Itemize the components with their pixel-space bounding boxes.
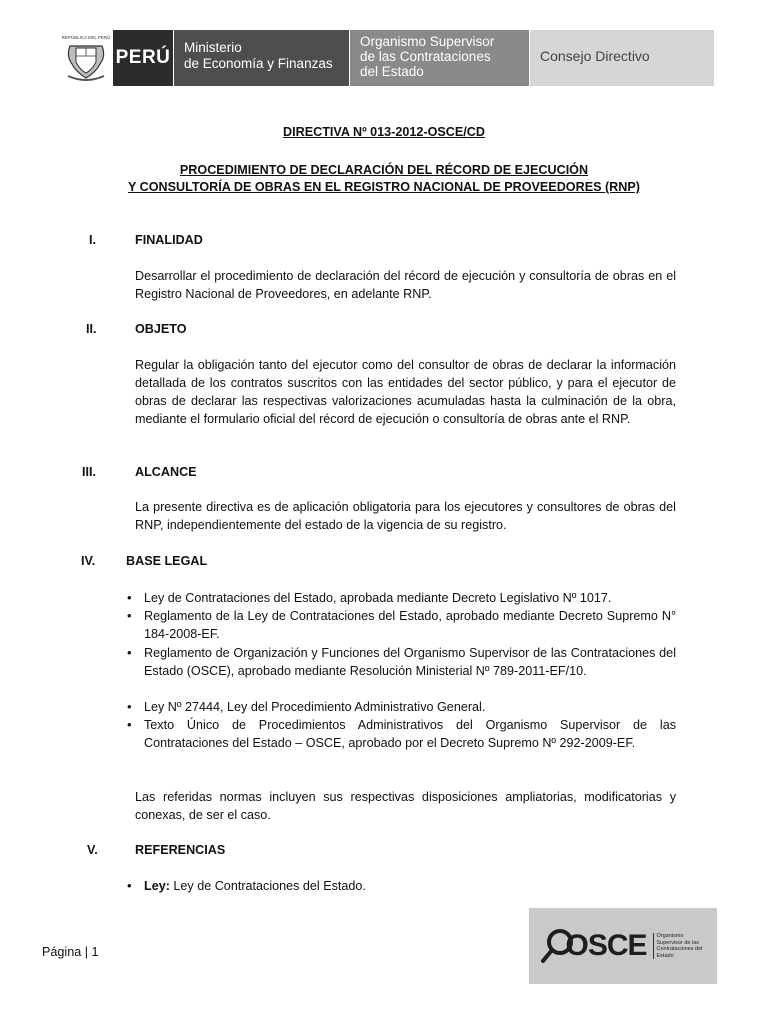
list-item bbox=[127, 644, 676, 680]
directiva-number: DIRECTIVA Nº 013-2012-OSCE/CD bbox=[283, 125, 485, 139]
crest-label: REPÚBLICA DEL PERÚ bbox=[61, 35, 110, 40]
bullet-icon: • bbox=[127, 645, 132, 660]
shield-icon bbox=[62, 32, 110, 84]
list-item bbox=[127, 698, 676, 716]
section-title-referencias: REFERENCIAS bbox=[135, 843, 226, 857]
osce-line3: del Estado bbox=[360, 64, 424, 79]
section-number: III. bbox=[82, 465, 96, 479]
list-item-text: Ley Nº 27444, Ley del Procedimiento Administrativo General. bbox=[144, 700, 486, 714]
alcance-text: La presente directiva es de aplicación obligatoria para los ejecutores y consultores de obras del RNP, independientemente del estado de la vigencia de su registro. bbox=[135, 500, 676, 532]
list-item bbox=[127, 589, 676, 607]
header-banner bbox=[58, 30, 714, 86]
bullet-icon: • bbox=[127, 699, 132, 714]
osce-header-label bbox=[349, 30, 529, 86]
consejo-directivo-label: Consejo Directivo bbox=[529, 30, 714, 86]
list-item bbox=[127, 877, 676, 895]
section-title-alcance: ALCANCE bbox=[135, 465, 197, 479]
osce-line1: Organismo Supervisor bbox=[360, 34, 495, 49]
section-title-finalidad: FINALIDAD bbox=[135, 233, 203, 247]
document-title-line1: PROCEDIMIENTO DE DECLARACIÓN DEL RÉCORD DE EJECUCIÓN bbox=[179, 163, 589, 177]
section-number: II. bbox=[86, 322, 97, 336]
section-number: I. bbox=[89, 233, 96, 247]
osce-line2: de las Contrataciones bbox=[360, 49, 491, 64]
osce-logo-subtitle: Organismo Supervisor de las Contrataciones del Estado bbox=[653, 933, 705, 959]
section-title-objeto: OBJETO bbox=[135, 322, 187, 336]
list-item-text: Reglamento de la Ley de Contrataciones del Estado, aprobado mediante Decreto Supremo N° 184-2008-EF. bbox=[144, 609, 676, 641]
bullet-icon: • bbox=[127, 717, 132, 732]
bullet-icon: • bbox=[127, 878, 132, 893]
finalidad-text: Desarrollar el procedimiento de declaración del récord de ejecución y consultoría de obras en el Registro Nacional de Proveedores, en adelante RNP. bbox=[135, 269, 676, 301]
bullet-icon: • bbox=[127, 590, 132, 605]
list-item-text bbox=[144, 877, 676, 895]
osce-logo-mark bbox=[541, 928, 646, 964]
list-item-text: Reglamento de Organización y Funciones del Organismo Supervisor de las Contrataciones del Estado (OSCE), aprobado mediante Resolución Ministerial Nº 789-2011-EF/10. bbox=[144, 646, 676, 678]
ministerio-line1: Ministerio bbox=[184, 40, 242, 55]
osce-logo-text: OSCE bbox=[565, 929, 647, 962]
ministerio-line2: de Economía y Finanzas bbox=[184, 56, 333, 71]
section-number: IV. bbox=[81, 554, 96, 568]
list-item bbox=[127, 716, 676, 752]
reference-text: Ley de Contrataciones del Estado. bbox=[169, 879, 366, 893]
objeto-text: Regular la obligación tanto del ejecutor como del consultor de obras de declarar la información detallada de los contratos suscritos con las entidades del sector público, y para el ejecutor de obras de declarar las respectivas valorizaciones acumuladas hasta la culminación de la obra, mediante el formulario oficial del récord de ejecución o consultoría de obras ante el RNP. bbox=[135, 358, 676, 426]
list-item-text: Ley de Contrataciones del Estado, aprobada mediante Decreto Legislativo Nº 1017. bbox=[144, 591, 612, 605]
section-title-base-legal: BASE LEGAL bbox=[126, 554, 208, 568]
ministerio-label bbox=[173, 30, 349, 86]
list-item bbox=[127, 607, 676, 643]
page-number: Página | 1 bbox=[42, 945, 99, 959]
list-item-text: Texto Único de Procedimientos Administrativos del Organismo Supervisor de las Contrataciones del Estado – OSCE, aprobado por el Decreto Supremo Nº 292-2009-EF. bbox=[144, 718, 676, 750]
coat-of-arms-logo bbox=[58, 30, 113, 86]
document-title-line2: Y CONSULTORÍA DE OBRAS EN EL REGISTRO NACIONAL DE PROVEEDORES (RNP) bbox=[128, 180, 640, 194]
section-number: V. bbox=[87, 843, 98, 857]
osce-logo bbox=[529, 908, 717, 984]
reference-term: Ley: bbox=[144, 879, 170, 893]
base-legal-closing-text: Las referidas normas incluyen sus respectivas disposiciones ampliatorias, modificatorias y conexas, de ser el caso. bbox=[135, 790, 676, 822]
peru-label: PERÚ bbox=[113, 30, 173, 86]
bullet-icon: • bbox=[127, 608, 132, 623]
